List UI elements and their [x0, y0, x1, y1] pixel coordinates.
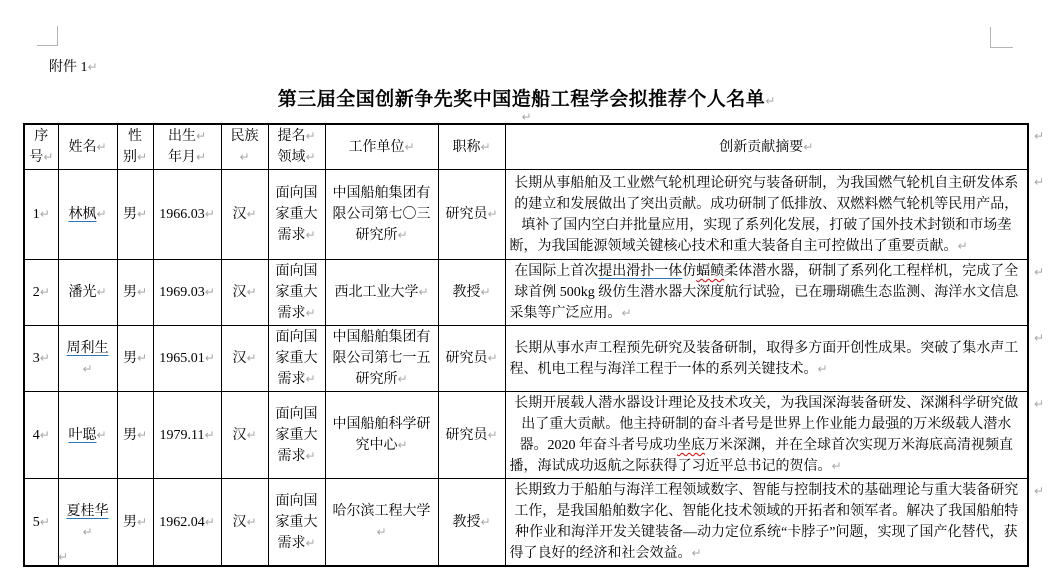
- row-end-mark: ↵: [1034, 330, 1045, 345]
- cell-organization[interactable]: 中国船舶集团有限公司第七〇三研究所↵: [325, 170, 438, 260]
- paragraph-mark-icon: ↵: [831, 459, 842, 473]
- cell-title[interactable]: 研究员↵: [438, 392, 505, 479]
- cell-summary[interactable]: 长期从事水声工程预先研究及装备研制，取得多方面开创性成果。突破了集水声工程、机电工程与海洋工程于一体的系列关键技术。↵: [505, 326, 1028, 392]
- paragraph-mark-icon: ↵: [96, 427, 107, 442]
- cell-gender[interactable]: 男↵: [117, 479, 153, 567]
- cell-serial[interactable]: 4↵: [24, 392, 58, 479]
- header-serial[interactable]: 序号↵: [24, 124, 58, 170]
- cell-summary[interactable]: 在国际上首次提出滑扑一体仿蝠鲼柔体潜水器，研制了系列化工程样机，完成了全球首例 500kg 级仿生潜水器大深度航行试验，已在珊瑚礁生态监测、海洋水文信息采集等广泛应用。↵: [505, 260, 1028, 326]
- paragraph-mark-icon: ↵: [204, 514, 215, 529]
- cell-birth[interactable]: 1969.03↵: [153, 260, 221, 326]
- cell-organization[interactable]: 西北工业大学↵: [325, 260, 438, 326]
- paragraph-mark-icon: ↵: [246, 514, 257, 529]
- cell-title[interactable]: 教授↵: [438, 479, 505, 567]
- cell-organization[interactable]: 中国船舶科学研究中心↵: [325, 392, 438, 479]
- paragraph-mark-icon: ↵: [39, 207, 50, 221]
- paragraph-mark-icon: ↵: [96, 139, 107, 154]
- paragraph-mark-icon: ↵: [239, 150, 250, 164]
- paragraph-mark-icon: ↵: [246, 285, 257, 299]
- row-end-mark: ↵: [1034, 483, 1045, 498]
- row-end-mark: ↵: [1034, 396, 1045, 411]
- cell-serial[interactable]: 3↵: [24, 326, 58, 392]
- paragraph-mark-icon: ↵: [204, 351, 215, 365]
- paragraph-mark-icon: ↵: [957, 238, 968, 253]
- cell-title[interactable]: 研究员↵: [438, 326, 505, 392]
- paragraph-mark-icon: ↵: [765, 94, 776, 108]
- nominee-name-link[interactable]: 周利生: [66, 340, 109, 356]
- paragraph-mark-icon: ↵: [480, 285, 491, 299]
- paragraph-mark-icon: ↵: [817, 361, 828, 376]
- paragraph-mark-icon: ↵: [621, 306, 632, 320]
- cell-birth[interactable]: 1965.01↵: [153, 326, 221, 392]
- paragraph-mark-icon: ↵: [136, 150, 148, 164]
- text-boundary-corner-top-left: [37, 26, 58, 46]
- paragraph-mark-icon: ↵: [487, 207, 498, 221]
- paragraph-mark-icon: ↵: [136, 207, 148, 221]
- paragraph-mark-icon: ↵: [204, 207, 215, 221]
- paragraph-mark-icon: ↵: [96, 207, 107, 221]
- cell-birth[interactable]: 1962.04↵: [153, 479, 221, 567]
- cell-summary[interactable]: 长期开展载人潜水器设计理论及技术攻关，为我国深海装备研发、深渊科学研究做出了重大贡献。他主持研制的奋斗者号是世界上作业能力最强的万米级载人潜水器。2020 年奋斗者号成功坐底万米深渊，并在全球首次实现万米海底高清视频直播，海试成功返航之际获得了习近平总书记的贺信。↵: [505, 392, 1028, 479]
- paragraph-mark-icon: ↵: [397, 372, 408, 386]
- row-end-mark: ↵: [1034, 264, 1045, 279]
- paragraph-mark-icon: ↵: [136, 427, 148, 442]
- paragraph-mark-icon: ↵: [305, 129, 316, 143]
- paragraph-mark-icon: ↵: [480, 139, 491, 154]
- cell-ethnicity[interactable]: 汉↵: [221, 170, 268, 260]
- paragraph-mark-icon: ↵: [136, 514, 148, 529]
- cell-summary[interactable]: 长期致力于船舶与海洋工程领域数字、智能与控制技术的基础理论与重大装备研究工作，是我国船舶数字化、智能化技术领域的开拓者和领军者。解决了我国船舶特种作业和海洋开发关键装备—动力定位系统“卡脖子”问题，实现了国产化替代，获得了良好的经济和社会效益。↵: [505, 479, 1028, 567]
- paragraph-mark-icon: ↵: [305, 372, 316, 386]
- paragraph-mark-icon: ↵: [246, 351, 257, 365]
- cell-ethnicity[interactable]: 汉↵: [221, 479, 268, 567]
- paragraph-mark-icon: ↵: [397, 438, 408, 452]
- paragraph-mark-icon: ↵: [305, 448, 316, 463]
- paragraph-mark-icon: ↵: [691, 546, 702, 560]
- header-summary[interactable]: 创新贡献摘要↵: [505, 124, 1028, 170]
- header-birth[interactable]: 出生↵ 年月↵: [153, 124, 221, 170]
- table-row: [24, 326, 1053, 392]
- header-title[interactable]: 职称↵: [438, 124, 505, 170]
- paragraph-mark-icon: ↵: [136, 351, 148, 365]
- paragraph-mark-icon: ↵: [418, 285, 429, 299]
- cell-field[interactable]: 面向国家重大需求↵: [268, 392, 325, 479]
- paragraph-mark-icon: ↵: [376, 525, 387, 539]
- empty-paragraph: [58, 548, 68, 566]
- table-header-row: [24, 124, 1053, 170]
- cell-summary[interactable]: 长期从事船舶及工业燃气轮机理论研究与装备研制，为我国燃气轮机自主研发体系的建立和发展做出了突出贡献。成功研制了低排放、双燃料燃气轮机等民用产品，填补了国内空白并批量应用，实现了系列化发展，打破了国外技术封锁和市场垄断，为我国能源领域关键核心技术和重大装备自主可控做出了重要贡献。↵: [505, 170, 1028, 260]
- paragraph-mark-icon: ↵: [39, 427, 50, 442]
- paragraph-mark-icon: ↵: [204, 427, 215, 442]
- cell-serial[interactable]: 5↵: [24, 479, 58, 567]
- paragraph-mark-icon: ↵: [96, 285, 107, 299]
- nominee-name-link[interactable]: 林枫: [68, 207, 97, 222]
- header-gender[interactable]: 性别↵: [117, 124, 153, 170]
- table-row: [24, 170, 1053, 260]
- row-end-mark: ↵: [1034, 129, 1045, 143]
- cell-serial[interactable]: 1↵: [24, 170, 58, 260]
- cell-name[interactable]: [58, 392, 117, 479]
- cell-field[interactable]: 面向国家重大需求↵: [268, 260, 325, 326]
- cell-field[interactable]: 面向国家重大需求↵: [268, 326, 325, 392]
- paragraph-mark-icon: ↵: [43, 150, 54, 164]
- paragraph-mark-icon: ↵: [39, 285, 50, 299]
- paragraph-mark-icon: ↵: [305, 150, 316, 164]
- header-field[interactable]: 提名↵ 领域↵: [268, 124, 325, 170]
- paragraph-mark-icon: ↵: [305, 535, 316, 550]
- header-name[interactable]: 姓名↵: [58, 124, 117, 170]
- cell-name[interactable]: [58, 170, 117, 260]
- paragraph-mark-icon: ↵: [195, 129, 207, 143]
- paragraph-mark-icon: ↵: [39, 514, 50, 529]
- cell-name[interactable]: [58, 260, 117, 326]
- cell-title[interactable]: 研究员↵: [438, 170, 505, 260]
- paragraph-mark-icon: ↵: [204, 285, 215, 299]
- row-end-mark: ↵: [1034, 174, 1045, 189]
- table-row: [24, 392, 1053, 479]
- paragraph-mark-icon: ↵: [487, 427, 498, 442]
- cell-birth[interactable]: 1979.11↵: [153, 392, 221, 479]
- attachment-label[interactable]: 附件 1↵: [49, 60, 98, 75]
- cell-birth[interactable]: 1966.03↵: [153, 170, 221, 260]
- cell-name[interactable]: [58, 326, 117, 392]
- table-row: [24, 260, 1053, 326]
- paragraph-mark-icon: ↵: [305, 306, 316, 320]
- paragraph-mark-icon: ↵: [487, 351, 498, 365]
- cell-field[interactable]: 面向国家重大需求↵: [268, 479, 325, 567]
- cell-serial[interactable]: 2↵: [24, 260, 58, 326]
- paragraph-mark-icon: ↵: [521, 110, 532, 124]
- paragraph-mark-icon: ↵: [82, 361, 93, 376]
- header-ethnicity[interactable]: 民族↵: [221, 124, 268, 170]
- paragraph-mark-icon: ↵: [82, 525, 93, 539]
- cell-organization[interactable]: 中国船舶集团有限公司第七一五研究所↵: [325, 326, 438, 392]
- table-row: [24, 479, 1053, 567]
- cell-gender[interactable]: 男↵: [117, 392, 153, 479]
- nominee-name[interactable]: 潘光: [68, 285, 97, 300]
- paragraph-mark-icon: ↵: [305, 228, 316, 242]
- cell-gender[interactable]: 男↵: [117, 326, 153, 392]
- paragraph-mark-icon: ↵: [246, 427, 257, 442]
- cell-ethnicity[interactable]: 汉↵: [221, 392, 268, 479]
- cell-gender[interactable]: 男↵: [117, 170, 153, 260]
- paragraph-mark-icon: ↵: [39, 351, 50, 365]
- paragraph-mark-icon: ↵: [480, 514, 491, 529]
- nominee-table: [23, 123, 1053, 567]
- paragraph-mark-icon: ↵: [803, 139, 814, 154]
- nominee-name-link[interactable]: 叶聪: [68, 427, 97, 443]
- paragraph-mark-icon: ↵: [58, 550, 69, 564]
- cell-gender[interactable]: 男↵: [117, 260, 153, 326]
- text-boundary-corner-top-right: [990, 27, 1013, 48]
- paragraph-mark-icon: ↵: [397, 228, 408, 242]
- header-organization[interactable]: 工作单位↵: [325, 124, 438, 170]
- paragraph-mark-icon: ↵: [404, 139, 415, 154]
- cell-title[interactable]: 教授↵: [438, 260, 505, 326]
- cell-field[interactable]: 面向国家重大需求↵: [268, 170, 325, 260]
- paragraph-mark-icon: ↵: [87, 60, 98, 74]
- paragraph-mark-icon: ↵: [195, 150, 207, 164]
- paragraph-mark-icon: ↵: [136, 285, 148, 299]
- cell-ethnicity[interactable]: 汉↵: [221, 260, 268, 326]
- cell-ethnicity[interactable]: 汉↵: [221, 326, 268, 392]
- page-title[interactable]: 第三届全国创新争先奖中国造船工程学会拟推荐个人名单↵: [277, 89, 776, 110]
- cell-organization[interactable]: 哈尔滨工程大学↵: [325, 479, 438, 567]
- paragraph-mark-icon: ↵: [246, 207, 257, 221]
- nominee-name-link[interactable]: 夏桂华: [66, 504, 109, 519]
